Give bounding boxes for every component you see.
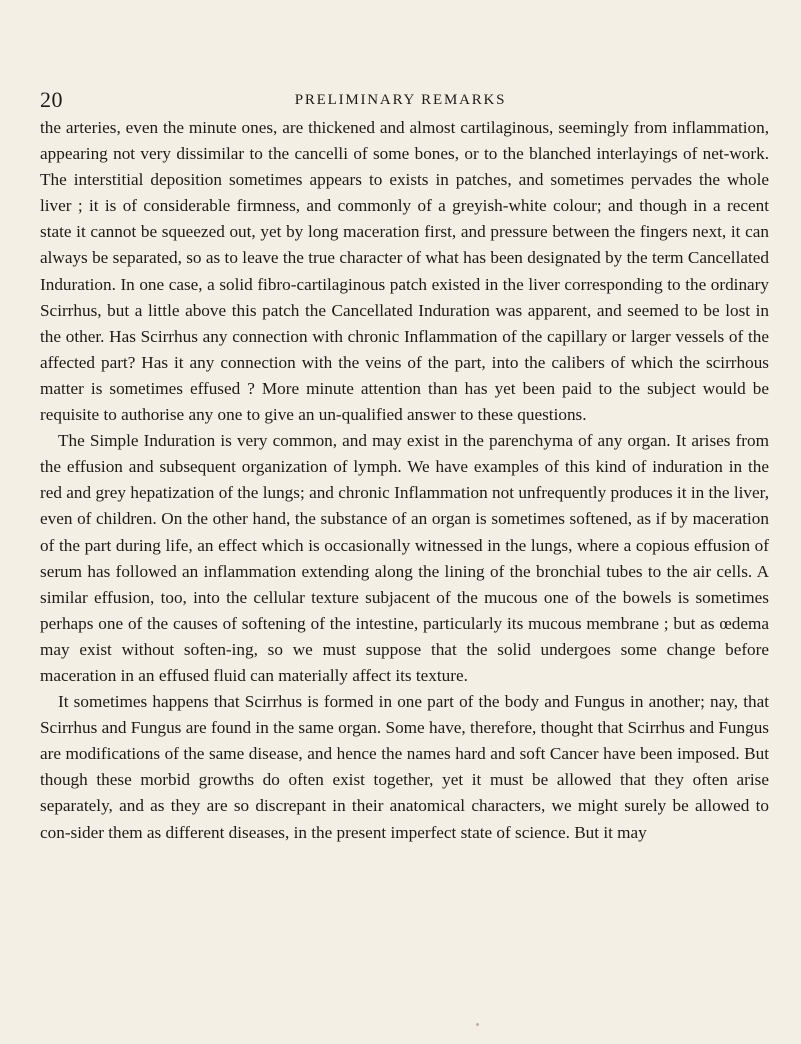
- paragraph-continued: the arteries, even the minute ones, are thickened and almost cartilaginous, seemingly from inflammation, appearing not very dissimilar to the cancelli of some bones, or to the blanched interlayings of net-work. The interstitial deposition sometimes appears to exists in patches, and sometimes pervades the whole liver ; it is of considerable firmness, and commonly of a greyish-white colour; and though in a recent state it cannot be squeezed out, yet by long maceration first, and pressure between the fingers next, it can always be separated, so as to leave the true character of what has been designated by the term Cancellated Induration. In one case, a solid fibro-cartilaginous patch existed in the liver corresponding to the ordinary Scirrhus, but a little above this patch the Cancellated Induration was apparent, and seemed to be lost in the other. Has Scirrhus any connection with chronic Inflammation of the capillary or larger vessels of the affected part? Has it any connection with the veins of the part, into the calibers of which the scirrhous matter is sometimes effused ? More minute attention than has yet been paid to the subject would be requisite to authorise any one to give an un-qualified answer to these questions.: [40, 118, 769, 425]
- page-number: 20: [40, 87, 63, 112]
- running-head: PRELIMINARY REMARKS: [294, 92, 507, 108]
- paragraph-scirrhus-fungus: It sometimes happens that Scirrhus is formed in one part of the body and Fungus in another; nay, that Scirrhus and Fungus are found in the same organ. Some have, therefore, thought that Scirrhus and Fungus are modifications of the same disease, and hence the names hard and soft Cancer have been imposed. But though these morbid growths do often exist together, yet it must be allowed that they often arise separately, and as they are so discrepant in their anatomical characters, we might surely be allowed to con-sider them as different diseases, in the present imperfect state of science. But it may: [40, 692, 769, 842]
- paragraph-simple-induration: The Simple Induration is very common, and may exist in the parenchyma of any organ. It arises from the effusion and subsequent organization of lymph. We have examples of this kind of induration in the red and grey hepatization of the lungs; and chronic Inflammation not unfrequently produces it in the liver, even of children. On the other hand, the substance of an organ is sometimes softened, as if by maceration of the part during life, an effect which is occasionally witnessed in the lungs, where a copious effusion of serum has followed an inflammation extending along the lining of the bronchial tubes to the air cells. A similar effusion, too, into the cellular texture subjacent of the mucous one of the bowels is sometimes perhaps one of the causes of softening of the intestine, particularly its mucous membrane ; but as œdema may exist without soften-ing, so we must suppose that the solid undergoes some change before maceration in an effused fluid can materially affect its texture.: [40, 431, 769, 685]
- body-text: [40, 115, 769, 846]
- paper-speck: [476, 1023, 479, 1026]
